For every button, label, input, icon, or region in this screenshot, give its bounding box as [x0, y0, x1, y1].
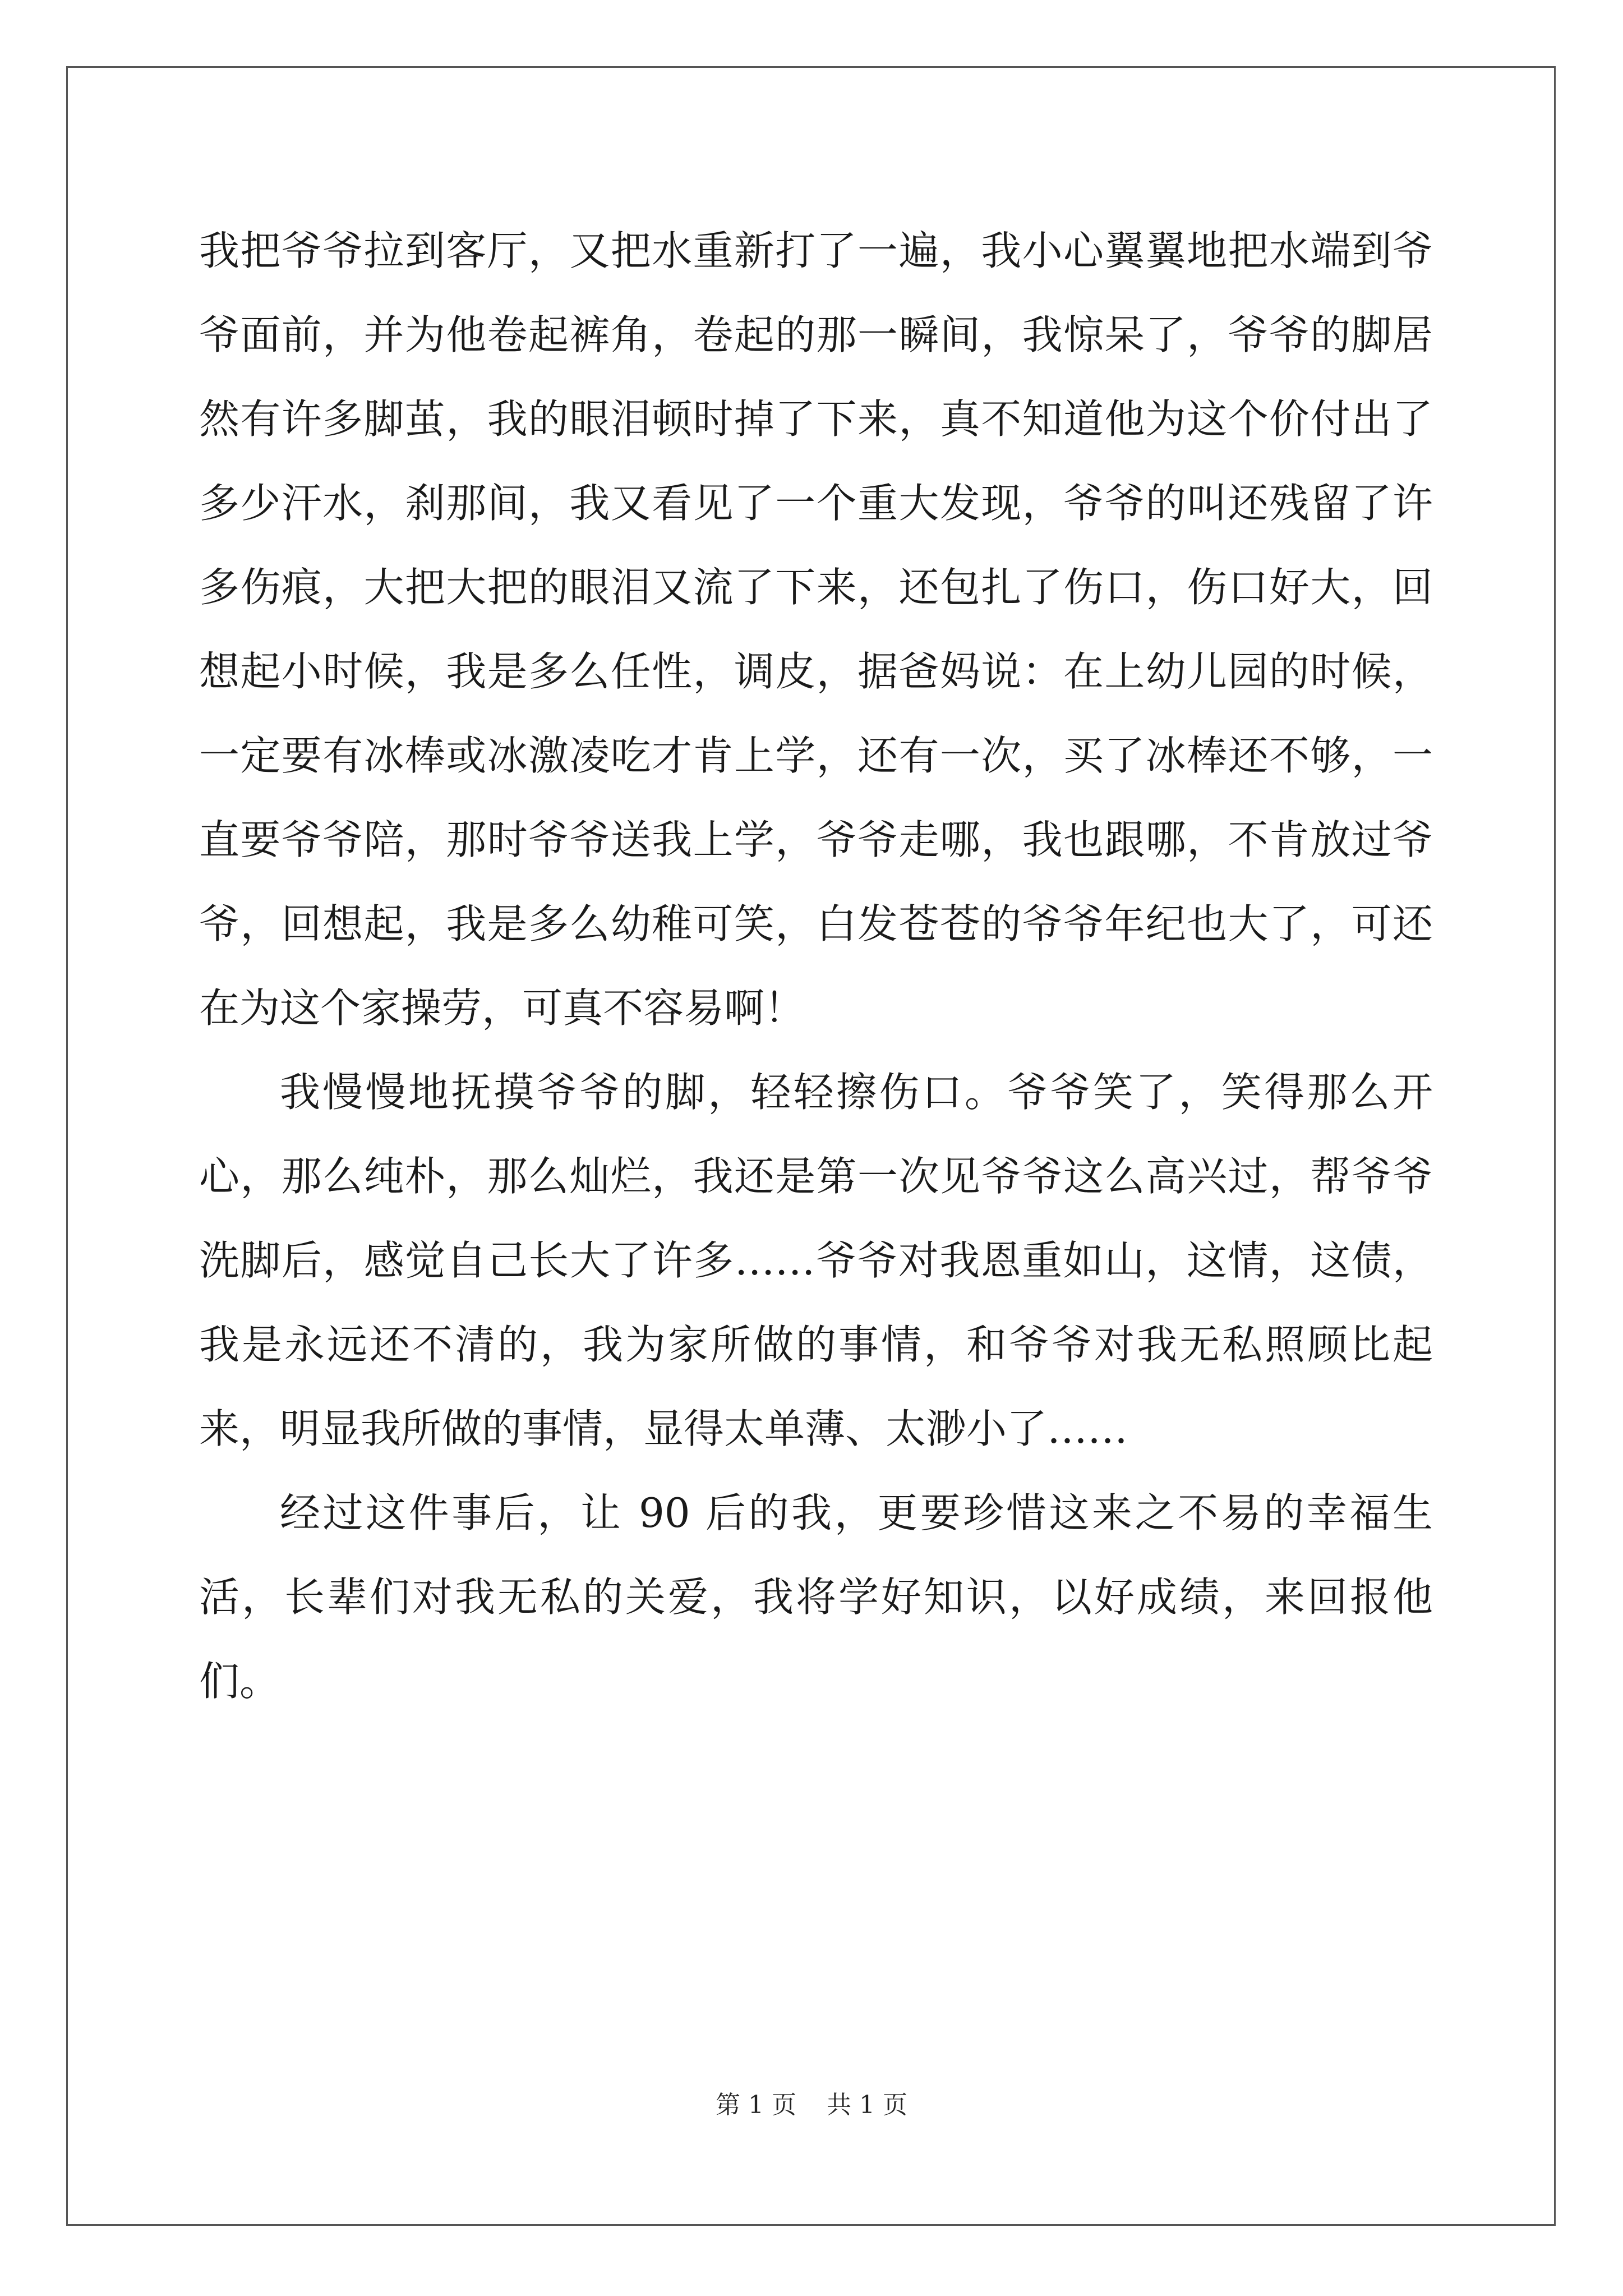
document-body	[199, 209, 1433, 1723]
paragraph-2: 我慢慢地抚摸爷爷的脚，轻轻擦伤口。爷爷笑了，笑得那么开心，那么纯朴，那么灿烂，我还是第一次见爷爷这么高兴过，帮爷爷洗脚后，感觉自己长大了许多……爷爷对我恩重如山，这情，这债，我是永远还不清的，我为家所做的事情，和爷爷对我无私照顾比起来，明显我所做的事情，显得太单薄、太渺小了……	[199, 1069, 1433, 1452]
page-number: 第 1 页	[716, 2091, 796, 2119]
page-footer	[0, 2085, 1623, 2120]
paragraph-1: 我把爷爷拉到客厅，又把水重新打了一遍，我小心翼翼地把水端到爷爷面前，并为他卷起裤角，卷起的那一瞬间，我惊呆了，爷爷的脚居然有许多脚茧，我的眼泪顿时掉了下来，真不知道他为这个价付出了多少汗水，刹那间，我又看见了一个重大发现，爷爷的叫还残留了许多伤痕，大把大把的眼泪又流了下来，还包扎了伤口，伤口好大，回想起小时候，我是多么任性，调皮，据爸妈说：在上幼儿园的时候，一定要有冰棒或冰激凌吃才肯上学，还有一次，买了冰棒还不够，一直要爷爷陪，那时爷爷送我上学，爷爷走哪，我也跟哪，不肯放过爷爷，回想起，我是多么幼稚可笑，白发苍苍的爷爷年纪也大了，可还在为这个家操劳，可真不容易啊！	[199, 227, 1433, 1032]
paragraph-3: 经过这件事后，让 90 后的我，更要珍惜这来之不易的幸福生活，长辈们对我无私的关爱，我将学好知识，以好成绩，来回报他们。	[199, 1489, 1433, 1705]
page-total: 共 1 页	[827, 2091, 907, 2119]
